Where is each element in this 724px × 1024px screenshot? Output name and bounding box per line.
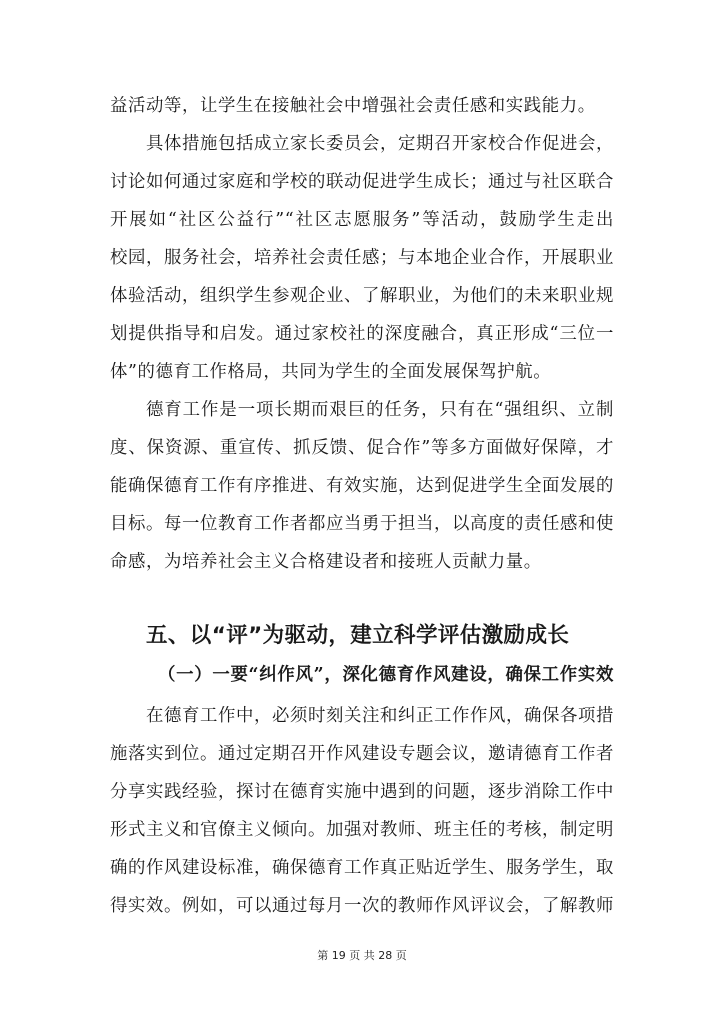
subsection-heading: （一）一要“纠作风”，深化德育作风建设，确保工作实效 xyxy=(158,665,614,685)
paragraph-line: 度、保资源、重宣传、抓反馈、促合作”等多方面做好保障，才 xyxy=(110,438,614,458)
paragraph-line: 校园，服务社会，培养社会责任感；与本地企业合作，开展职业 xyxy=(110,248,614,268)
paragraph-line: 分享实践经验，探讨在德育实施中遇到的问题，逐步消除工作中 xyxy=(110,782,614,802)
paragraph-line: 确的作风建设标准，确保德育工作真正贴近学生、服务学生，取 xyxy=(110,858,614,878)
paragraph-line: 目标。每一位教育工作者都应当勇于担当，以高度的责任感和使 xyxy=(110,514,614,534)
paragraph-line: 能确保德育工作有序推进、有效实施，达到促进学生全面发展的 xyxy=(110,476,614,496)
section-heading: 五、以“评”为驱动，建立科学评估激励成长 xyxy=(146,623,570,648)
paragraph-line: 得实效。例如，可以通过每月一次的教师作风评议会，了解教师 xyxy=(110,896,614,916)
paragraph-line: 体验活动，组织学生参观企业、了解职业，为他们的未来职业规 xyxy=(110,286,614,306)
paragraph-line: 德育工作是一项长期而艰巨的任务，只有在“强组织、立制 xyxy=(146,400,614,420)
paragraph-line: 开展如“社区公益行”“社区志愿服务”等活动，鼓励学生走出 xyxy=(110,210,614,230)
paragraph-line: 益活动等，让学生在接触社会中增强社会责任感和实践能力。 xyxy=(110,96,596,116)
paragraph-line: 形式主义和官僚主义倾向。加强对教师、班主任的考核，制定明 xyxy=(110,820,614,840)
paragraph-line: 具体措施包括成立家长委员会，定期召开家校合作促进会， xyxy=(146,134,614,154)
page-number-footer: 第 19 页 共 28 页 xyxy=(317,949,407,962)
paragraph-line: 施落实到位。通过定期召开作风建设专题会议，邀请德育工作者 xyxy=(110,744,614,764)
paragraph-line: 体”的德育工作格局，共同为学生的全面发展保驾护航。 xyxy=(110,362,552,382)
paragraph-line: 在德育工作中，必须时刻关注和纠正工作作风，确保各项措 xyxy=(146,706,614,726)
paragraph-line: 命感，为培养社会主义合格建设者和接班人贡献力量。 xyxy=(110,552,542,572)
paragraph-line: 划提供指导和启发。通过家校社的深度融合，真正形成“三位一 xyxy=(110,324,614,344)
paragraph-line: 讨论如何通过家庭和学校的联动促进学生成长；通过与社区联合 xyxy=(110,172,614,192)
